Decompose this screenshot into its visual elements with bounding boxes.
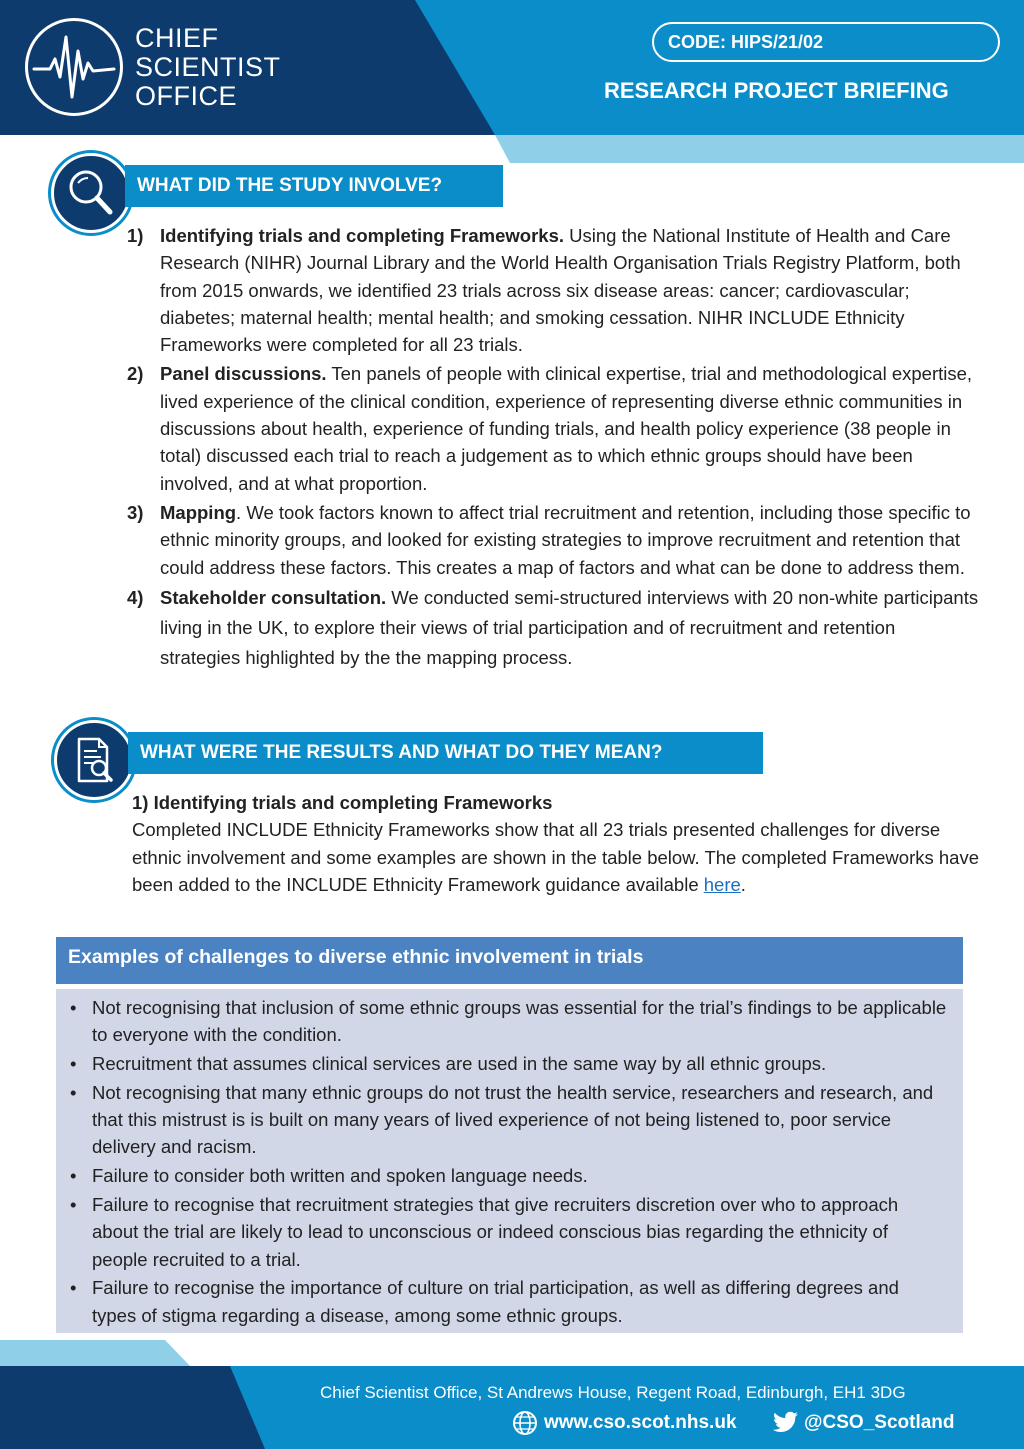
challenge-text: Failure to recognise that recruitment strategies that give recruiters discretion over who to approach about the trial are likely to lead to unconscious or indeed conscious bias regarding the ethnicity of people recruited to a trial.: [92, 1194, 899, 1270]
results-sub-heading: 1) Identifying trials and completing Frameworks: [132, 792, 553, 813]
challenge-text: Recruitment that assumes clinical services are used in the same way by all ethnic groups.: [92, 1053, 827, 1075]
document-search-icon: [54, 720, 134, 800]
study-item-1: [125, 222, 980, 358]
challenge-bullet: • Failure to recognise the importance of culture on trial participation, as well as differing degrees and types of stigma regarding a disease, among some ethnic groups.: [70, 1277, 899, 1326]
study-item-heading: Identifying trials and completing Frameworks.: [160, 225, 564, 246]
study-item-text: Using the National Institute of Health and Care Research (NIHR) Journal Library and the World Health Organisation Trials Registry Platform, both from 2015 onwards, we identified 23 trials across six disease areas: cancer; cardiovascular; diabetes; maternal health; mental health; and smoking cessation. NIHR INCLUDE Ethnicity Frameworks were completed for all 23 trials.: [160, 225, 961, 356]
footer-twitter[interactable]: [770, 1410, 955, 1436]
twitter-handle[interactable]: @CSO_Scotland: [804, 1412, 955, 1433]
logo-line-2: SCIENTIST: [135, 52, 281, 82]
study-item-heading: Stakeholder consultation.: [160, 586, 387, 608]
magnifier-icon: [51, 153, 131, 233]
results-paragraph-text: Completed INCLUDE Ethnicity Frameworks show that all 23 trials presented challenges for diverse ethnic involvement and some examples are shown in the table below. The completed Frameworks have been added to the INCLUDE Ethnicity Framework guidance available: [132, 819, 979, 895]
challenge-bullet: • Recruitment that assumes clinical services are used in the same way by all ethnic groups.: [70, 1053, 827, 1075]
challenges-table-heading: Examples of challenges to diverse ethnic involvement in trials: [56, 937, 963, 984]
study-section-title: WHAT DID THE STUDY INVOLVE?: [125, 165, 503, 207]
logo-line-3: OFFICE: [135, 81, 237, 111]
study-item-heading: Mapping: [160, 501, 237, 523]
footer-address: Chief Scientist Office, St Andrews House, Regent Road, Edinburgh, EH1 3DG: [320, 1383, 906, 1402]
logo-heartbeat-icon: [25, 18, 123, 116]
results-paragraph: [132, 816, 982, 898]
guidance-link[interactable]: here: [703, 873, 741, 895]
website-text[interactable]: www.cso.scot.nhs.uk: [544, 1412, 737, 1433]
logo-wordmark: [135, 24, 281, 111]
study-item-text: We conducted semi-structured interviews with 20 non-white participants living in the UK, to explore their views of trial participation and of recruitment and retention strategies highlighted by the the mapping process.: [160, 586, 979, 668]
study-item-text: Ten panels of people with clinical expertise, trial and methodological expertise, lived experience of the clinical condition, experience of representing diverse ethnic communities in discussions about health, experience of funding trials, and health policy experience (38 people in total) discussed each trial to reach a judgement as to which ethnic groups should have been involved, and at what proportion.: [160, 363, 973, 494]
study-item-number: 1): [127, 225, 144, 246]
study-item-2: [125, 360, 980, 496]
logo-line-1: CHIEF: [135, 23, 219, 53]
results-paragraph-end: .: [740, 873, 746, 895]
study-item-3: [125, 499, 980, 581]
results-section-title: WHAT WERE THE RESULTS AND WHAT DO THEY MEAN?: [128, 732, 763, 774]
study-list: [125, 222, 980, 675]
challenge-bullet: • Not recognising that many ethnic groups do not trust the health service, researchers and research, and that this mistrust is is built on many years of lived experience of not being listened to, poor service delivery and racism.: [70, 1081, 934, 1158]
study-item-text: . We took factors known to affect trial recruitment and retention, including those specific to ethnic minority groups, and looked for existing strategies to improve recruitment and retention that could address these factors. This creates a map of factors and what can be done to address them.: [160, 501, 971, 578]
challenge-bullet: • Failure to consider both written and spoken language needs.: [70, 1165, 588, 1187]
results-intro: [132, 789, 982, 898]
twitter-bird-icon: [770, 1410, 800, 1436]
study-item-number: 2): [127, 363, 144, 385]
challenge-text: Failure to consider both written and spoken language needs.: [92, 1165, 588, 1187]
study-item-number: 3): [127, 501, 144, 523]
study-item-heading: Panel discussions.: [160, 363, 327, 385]
study-item-4: [125, 583, 980, 673]
globe-icon: [512, 1410, 538, 1436]
challenge-bullet: • Not recognising that inclusion of some ethnic groups was essential for the trial’s findings to be applicable to everyone with the condition.: [70, 997, 947, 1046]
challenge-text: Not recognising that inclusion of some ethnic groups was essential for the trial’s findings to be applicable to everyone with the condition.: [92, 997, 947, 1046]
project-code-badge: CODE: HIPS/21/02: [652, 22, 1000, 62]
header-accent-strip: [0, 135, 1024, 163]
challenge-bullet: • Failure to recognise that recruitment strategies that give recruiters discretion over who to approach about the trial are likely to lead to unconscious or indeed conscious bias regarding the ethnicity of people recruited to a trial.: [70, 1194, 899, 1270]
challenges-table-body: [56, 989, 963, 1333]
challenge-text: Not recognising that many ethnic groups do not trust the health service, researchers and research, and that this mistrust is is built on many years of lived experience of not being listened to, poor service delivery and racism.: [92, 1081, 934, 1158]
study-item-number: 4): [127, 586, 144, 608]
footer-website[interactable]: [512, 1410, 737, 1436]
briefing-title: RESEARCH PROJECT BRIEFING: [604, 78, 949, 103]
challenge-text: Failure to recognise the importance of culture on trial participation, as well as differing degrees and types of stigma regarding a disease, among some ethnic groups.: [92, 1277, 899, 1326]
footer-accent-strip: [0, 1340, 1024, 1366]
